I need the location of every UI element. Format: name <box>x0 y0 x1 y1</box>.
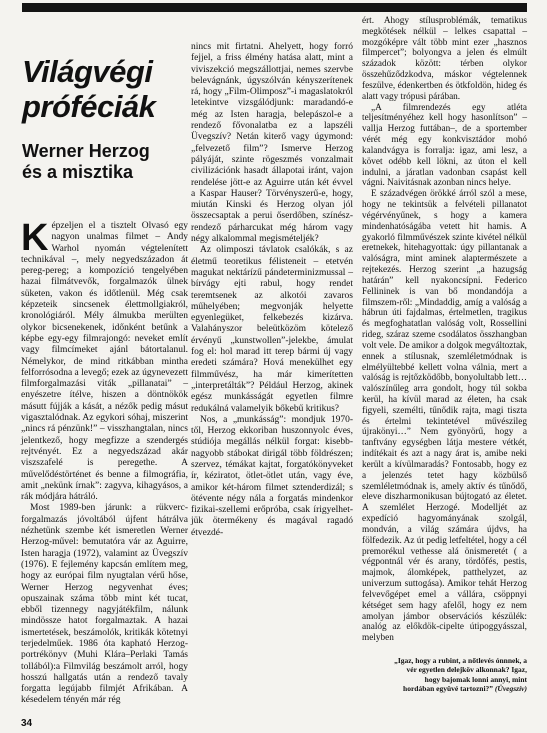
pull-quote-text: „Igaz, hogy a rubint, a nőtlevés ónnnek, a vér egyetlen delejköv alkonnak? Igaz, hogy bajomak lonni annyi, mint hordában együvé tartozni?” <box>394 656 527 694</box>
article-subtitle: Werner Herzog és a misztika <box>22 141 150 182</box>
paragraph: E századvégen örökké árról szól a mese, hogy ne tekintsük a felvételi pillanatot végérvényűnek, s hogy a kamera mindenhatóságába vetett hit hamis. A gyakorló filmművészek szinte kivétel nélkül eretnekek, hitehagyottak: úgy pillantanak a valóságra, mint aminek alaptermészete a rejtekezés. Herzog szerint „a hazugság határán” kell nyakoncsípni. Federico Fellininek is van bő mondandója a filmszem-ről: „Mindaddig, amíg a valóság a hábrun úti fajdalmas, értelmetlen, tragikus és megfoghatatlan valóság volt, Rossellini rideg, száraz szeme csodálatos összhangban volt vele. De amikor a dolgok megváltoztak, ennek a stílusnak, szemléletmódnak is elmélyültebbé kellett volna válnia, mert a valóság is rejtőzködőbb, bonyolultabb lett… valószínűleg arra gondolt, hogy túl sokba kerül, ha kívül marad az életen, ha csak figyeli, személti, tűnődik rajta, magi tiszta és értelmi tekintetével művészileg újrakönyi…” Nem gyönyörű, hogy a tanftvány egységben látja mestere vétkét, indítékait és azt a nagy árat is, amibe neki került a kívülmaradás? Fontosabb, hogy ez a jelenzés tetet hagy közbülső szemléletmódnak is, amely aktív és tűnődő, eleve diszharmonikusan bújtogató az életet. A szemlélet Herzogé. Modelljét az expedíció hagyományának szolgál, mondván, a világ számára újdvs, ha fölfedezik. Az út pedig letfeltétel, hogy a cél premorékul vethesse alá önismeretét ( a végpontnál vér és arany, tördöfés, pestis, majmok, álomképek, patthelyzet, az univerzum suttogása). Amikor tehát Herzog felvevőgépet emel a vállára, csöppnyi kétséget sem hagy afelől, hogy ez nem amolyan jámbor observációs készülék: analóg az előkdök-cipelte útipoggyásszal, melyben <box>362 189 527 644</box>
paragraph: Nos, a „munkásság”: mondjuk 1970-től, Herzog ekkoriban huszonnyolc éves, stúdiója megállás nélkül forgat: kisebb-nagyobb stábokat dirigál több földrészen; szervez, témákat kajtat, forgatókönyveket ír, kéziratot, ötlet-ötlet után, vagy éve, amikor két-három filmet sztenderdizál; s ötévente négy nála a forgatás mindenkor fizikai-szellemi erőpróba, csak írigyelhet-jük ötermékeny és magával ragadó étvezdé- <box>191 414 353 538</box>
pull-quote-source: (Üvegszív) <box>494 684 527 694</box>
paragraph: ért. Ahogy stílusproblémák, tematikus megkötések nélkül – lelkes csapattal – mozgóképre vált több mint ezer „hasznos filmpercet”; bolyongva a jelen és elmúlt századok között: térben olykor összehűződzkodva, máskor végtelennek feszülve, édenkertben és ötkfoldön, hideg és alatt vagy trópusi párában. <box>362 16 527 102</box>
page-number: 34 <box>21 718 33 729</box>
article-title: Világvégi próféciák <box>22 54 156 124</box>
pull-quote <box>393 656 527 694</box>
paragraph <box>21 217 188 503</box>
header-rule <box>22 3 527 12</box>
column-3 <box>362 16 527 644</box>
paragraph: „A filmrendezés egy atléta teljesítményéhez kell hogy hasonlítson” – vallja Herzog futtában–, de a sportember vérét még egy konkvisztádor mohó kalandvágya is forralja: igaz, ami lesz, a követ odébb kell lökni, az úton el kell indulni, a járatlan vadonban csapást kell vágni. Naivitásnak azonban nincs helye. <box>362 102 527 189</box>
paragraph: nincs mit firtatni. Ahelyett, hogy forró fejjel, a friss élmény hatása alatt, mint a viviszekció megszállottjai, nemes szervbe belevágnánk, úgyszólván kényszerítenek rá, hogy „Film-Olimposz”-i magaslatokról letekintve vizsgálódjunk: maradandó-e még az Isten haragja, belepászol-e a rendező fővonalatba ez a lapszéli Üvegszív? Netán kiterő vagy úgymond: „felvezető film”? Ismerve Herzog pályáját, szinte rögeszmés vonzalmait civilizációnk hasadt állapotai iránt, vajon rendelése jött-e az Aguirre után két évvel a Kaspar Hauser? Törvényszerű-e, hogy, miután Kinski és Herzog olyan jól összecsaptak a perui őserdőben, színész-rendező párharcukat még három vagy négy alkalommal megismételjék? <box>191 42 353 245</box>
column-1 <box>21 217 188 707</box>
drop-cap: K <box>21 217 49 259</box>
paragraph: Most 1989-ben járunk: a rükverc-forgalmazás jóvoltából újfent hátrálva nézhetünk szembe két ismeretlen Werner Herzog-művel: bemutatóra vár az Aguirre, Isten haragja (1972), valamint az Üvegszív (1976). E fejlemény kapcsán említem meg, hogy az európai film nyugtalan vérű hőse, Werner Herzog negyvenhat éves; opuszainak száma több mint két tucat, ebből tizennegy nagyjátékfilm, nálunk mindössze hatot forgalmaztak. A hazai ismertetések, beszámolók, kritikák kötetnyi terjedelműek. 1986 óta kapható Herzog-portrékönyv (Muhi Klára–Perlaki Tamás tollából):a Filmvilág beszámolt arról, hogy hosszú hallgatás után a rendező tavaly forgatta legújabb filmjét Afrikában. A késedelem tényén már rég <box>21 503 188 706</box>
paragraph: Az olimposzi távlatok csalókák, s az életmű teoretikus félisteneit – etetvén magukat nektárízű pándeterminizmussal – bírvágy ejti rabul, hogy rendet teremtsenek az alkotói zavaros műhelyében; megvonják helyette egyenlegüket, felkebezés kizárva. Valahányszor beleütközöm kötelező érvényű „kunstwollen”-jelekbe, ámulat fog el: hol marad itt terep bármi új vagy eredeti számára? Hová menekülhet egy filmművész, ha már kimerítetten „interpretálták”? Például Herzog, akinek egész munkásságát egyetlen filmre redukálná valamelyik bőkebű kritikus? <box>191 245 353 414</box>
column-2 <box>191 42 353 539</box>
paragraph-text: épzeljen el a tisztelt Olvasó egy nagyon unalmas filmet – Andy Warhol nyomán végtelenített technikával –, mely negyedszázadon át pereg-pereg; a kompozíció tengelyében hazai filmátvevők, forgalmazók ülnek süketen, vakon és időtlenül. Még csak képzeteik sincsenek élettmollgiakról, kronológiáról. Mély álmukba merülten olykor bicsenekenek, időnként betűnk a képbe egy-egy filmrajongó: neveket említ vagy filmcímeket ajánl bátortalanul. Némelykor, de mind ritkábban mintha felforrósodna a levegő; ezek az úgynevezett filmforgalmazási viták „pillanatai” – enyészetre ítélve, hiszen a döntnökök másutt fújják a kását, a nézők pedig másut vigasztalódnak. Az egykori sóhaj, miszerint „nincs rá pénzünk!” – visszhangtalan, nincs jelentkező, hogy megfizze a szendergés rejtvényét. Ez a negyedszázad akár viszszafelé is peregethe. A művelődéstörténet és benne a filmográfia, amit „nekünk írnak”: zagyva, kihagyásos, a rák módjára hátráló. <box>21 221 188 503</box>
